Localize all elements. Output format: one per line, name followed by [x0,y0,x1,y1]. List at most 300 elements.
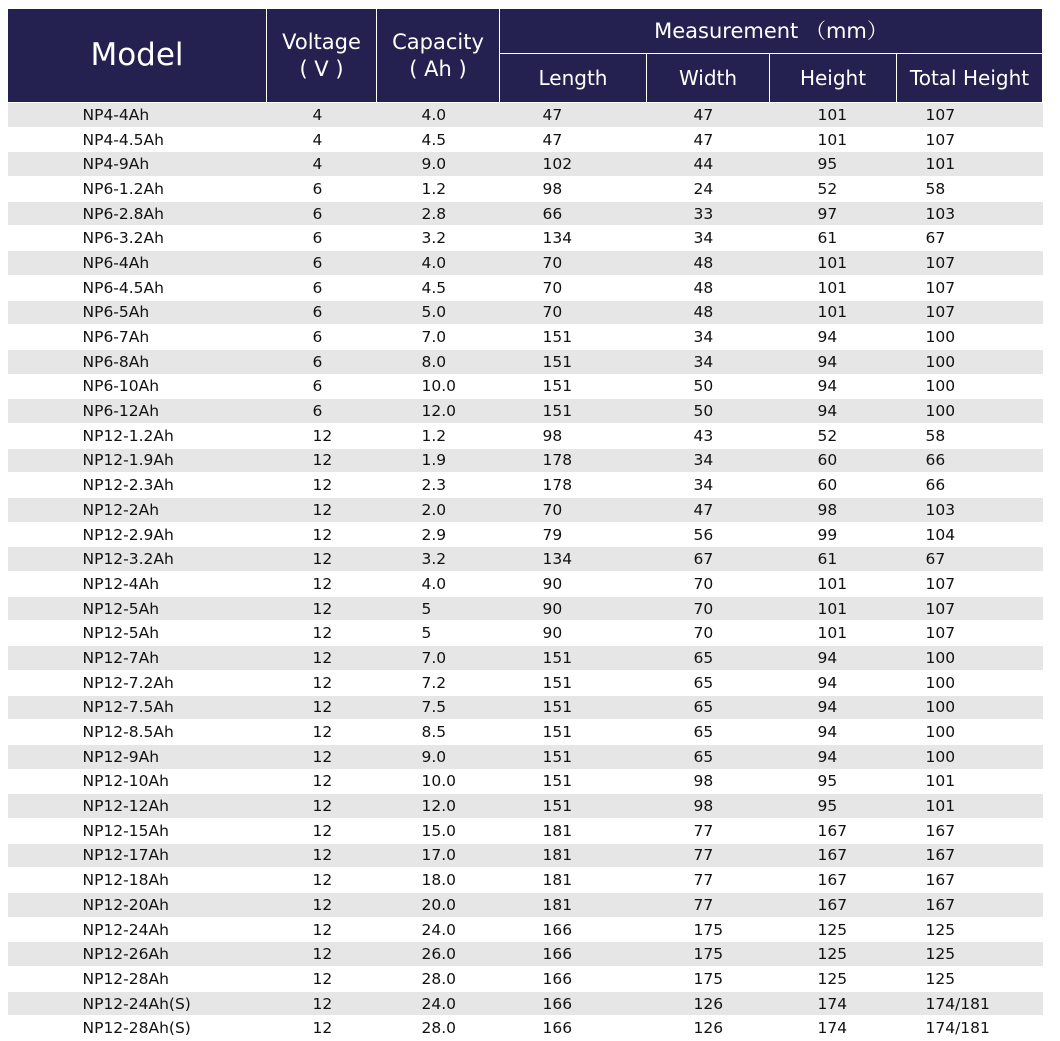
table-row [8,127,1043,152]
table-row [8,670,1043,695]
cell-width: 98 [647,769,770,794]
cell-model: NP6-3.2Ah [8,226,267,251]
cell-voltage: 6 [267,226,377,251]
cell-height: 94 [770,325,897,350]
cell-capacity: 2.8 [377,201,500,226]
cell-height: 101 [770,251,897,276]
cell-width: 126 [647,991,770,1016]
cell-capacity: 10.0 [377,374,500,399]
table-row [8,473,1043,498]
cell-voltage: 12 [267,695,377,720]
cell-capacity: 4.0 [377,572,500,597]
cell-total-height: 107 [897,127,1043,152]
table-row [8,399,1043,424]
cell-height: 101 [770,621,897,646]
cell-model: NP12-17Ah [8,843,267,868]
cell-capacity: 2.9 [377,522,500,547]
cell-height: 101 [770,103,897,128]
cell-total-height: 167 [897,818,1043,843]
cell-total-height: 103 [897,498,1043,523]
cell-capacity: 7.5 [377,695,500,720]
cell-model: NP6-1.2Ah [8,177,267,202]
cell-width: 70 [647,572,770,597]
cell-model: NP12-7Ah [8,646,267,671]
cell-total-height: 167 [897,843,1043,868]
cell-voltage: 12 [267,818,377,843]
cell-width: 65 [647,720,770,745]
cell-capacity: 12.0 [377,399,500,424]
cell-voltage: 12 [267,596,377,621]
cell-total-height: 100 [897,374,1043,399]
cell-height: 94 [770,646,897,671]
cell-height: 94 [770,720,897,745]
cell-total-height: 125 [897,942,1043,967]
cell-voltage: 12 [267,843,377,868]
cell-height: 174 [770,1016,897,1041]
cell-voltage: 4 [267,103,377,128]
cell-length: 181 [500,893,647,918]
cell-height: 61 [770,226,897,251]
cell-length: 90 [500,596,647,621]
table-row [8,991,1043,1016]
table-row [8,547,1043,572]
cell-length: 166 [500,1016,647,1041]
table-row [8,843,1043,868]
table-row [8,498,1043,523]
cell-length: 181 [500,818,647,843]
cell-voltage: 6 [267,300,377,325]
cell-total-height: 66 [897,448,1043,473]
header-width: Width [647,54,770,103]
table-row [8,522,1043,547]
cell-model: NP4-4Ah [8,103,267,128]
cell-voltage: 4 [267,152,377,177]
table-row [8,868,1043,893]
table-row [8,423,1043,448]
cell-height: 52 [770,423,897,448]
header-voltage [267,9,377,103]
battery-spec-table [7,8,1043,1041]
cell-capacity: 24.0 [377,991,500,1016]
table-row [8,893,1043,918]
cell-length: 151 [500,769,647,794]
cell-width: 47 [647,498,770,523]
cell-total-height: 167 [897,868,1043,893]
cell-model: NP6-12Ah [8,399,267,424]
table-row [8,646,1043,671]
cell-total-height: 125 [897,967,1043,992]
cell-model: NP12-5Ah [8,596,267,621]
cell-voltage: 12 [267,621,377,646]
cell-width: 77 [647,843,770,868]
table-row [8,769,1043,794]
cell-total-height: 101 [897,769,1043,794]
table-row [8,818,1043,843]
cell-length: 134 [500,547,647,572]
cell-height: 101 [770,572,897,597]
cell-width: 77 [647,893,770,918]
cell-total-height: 100 [897,646,1043,671]
cell-voltage: 6 [267,275,377,300]
cell-height: 94 [770,670,897,695]
table-row [8,572,1043,597]
table-row [8,967,1043,992]
header-length: Length [500,54,647,103]
cell-voltage: 12 [267,448,377,473]
cell-length: 151 [500,374,647,399]
cell-model: NP12-12Ah [8,794,267,819]
cell-width: 56 [647,522,770,547]
cell-width: 65 [647,646,770,671]
cell-total-height: 100 [897,399,1043,424]
cell-height: 101 [770,596,897,621]
cell-width: 65 [647,670,770,695]
cell-model: NP12-28Ah(S) [8,1016,267,1041]
table-row [8,794,1043,819]
cell-width: 47 [647,103,770,128]
table-row [8,275,1043,300]
cell-model: NP4-4.5Ah [8,127,267,152]
cell-total-height: 103 [897,201,1043,226]
cell-capacity: 28.0 [377,967,500,992]
cell-voltage: 6 [267,325,377,350]
cell-capacity: 7.0 [377,325,500,350]
cell-capacity: 5 [377,596,500,621]
cell-width: 34 [647,349,770,374]
cell-width: 34 [647,325,770,350]
cell-width: 47 [647,127,770,152]
cell-height: 167 [770,893,897,918]
cell-height: 94 [770,695,897,720]
cell-height: 174 [770,991,897,1016]
cell-capacity: 5.0 [377,300,500,325]
cell-total-height: 107 [897,621,1043,646]
cell-height: 167 [770,843,897,868]
cell-model: NP4-9Ah [8,152,267,177]
cell-width: 43 [647,423,770,448]
table-row [8,744,1043,769]
cell-capacity: 2.0 [377,498,500,523]
cell-width: 24 [647,177,770,202]
cell-capacity: 20.0 [377,893,500,918]
cell-length: 166 [500,991,647,1016]
cell-capacity: 5 [377,621,500,646]
cell-width: 70 [647,621,770,646]
cell-length: 181 [500,843,647,868]
cell-length: 47 [500,103,647,128]
cell-length: 151 [500,670,647,695]
header-height: Height [770,54,897,103]
cell-length: 98 [500,177,647,202]
cell-voltage: 12 [267,991,377,1016]
cell-capacity: 4.5 [377,127,500,152]
cell-height: 95 [770,152,897,177]
cell-model: NP12-2.9Ah [8,522,267,547]
cell-capacity: 9.0 [377,744,500,769]
table-row [8,325,1043,350]
cell-capacity: 8.5 [377,720,500,745]
header-model: Model [8,9,267,103]
header-voltage-unit: ( V ) [299,56,344,81]
cell-length: 178 [500,448,647,473]
cell-length: 151 [500,794,647,819]
cell-length: 151 [500,744,647,769]
table-row [8,720,1043,745]
cell-width: 44 [647,152,770,177]
cell-voltage: 12 [267,547,377,572]
cell-model: NP6-2.8Ah [8,201,267,226]
cell-model: NP12-24Ah(S) [8,991,267,1016]
cell-capacity: 26.0 [377,942,500,967]
table-row [8,942,1043,967]
cell-total-height: 174/181 [897,991,1043,1016]
cell-height: 94 [770,374,897,399]
cell-model: NP12-2Ah [8,498,267,523]
cell-model: NP6-5Ah [8,300,267,325]
cell-model: NP6-4Ah [8,251,267,276]
cell-voltage: 12 [267,967,377,992]
cell-voltage: 6 [267,177,377,202]
cell-width: 34 [647,448,770,473]
cell-height: 97 [770,201,897,226]
cell-length: 90 [500,621,647,646]
table-row [8,621,1043,646]
cell-width: 65 [647,695,770,720]
cell-total-height: 107 [897,572,1043,597]
cell-capacity: 28.0 [377,1016,500,1041]
cell-height: 125 [770,967,897,992]
cell-width: 67 [647,547,770,572]
cell-width: 175 [647,917,770,942]
cell-voltage: 12 [267,942,377,967]
cell-voltage: 12 [267,646,377,671]
cell-capacity: 1.9 [377,448,500,473]
cell-voltage: 6 [267,399,377,424]
cell-total-height: 100 [897,670,1043,695]
cell-model: NP12-4Ah [8,572,267,597]
cell-length: 70 [500,251,647,276]
cell-total-height: 174/181 [897,1016,1043,1041]
cell-model: NP6-10Ah [8,374,267,399]
cell-voltage: 12 [267,572,377,597]
cell-length: 151 [500,695,647,720]
table-row [8,596,1043,621]
cell-total-height: 58 [897,423,1043,448]
cell-width: 175 [647,967,770,992]
cell-voltage: 6 [267,349,377,374]
cell-height: 94 [770,349,897,374]
cell-length: 70 [500,498,647,523]
cell-capacity: 24.0 [377,917,500,942]
cell-length: 151 [500,399,647,424]
cell-voltage: 12 [267,498,377,523]
cell-height: 101 [770,275,897,300]
table-row [8,226,1043,251]
cell-height: 95 [770,794,897,819]
cell-length: 98 [500,423,647,448]
table-row [8,448,1043,473]
cell-model: NP12-5Ah [8,621,267,646]
cell-total-height: 58 [897,177,1043,202]
cell-model: NP12-1.2Ah [8,423,267,448]
cell-voltage: 12 [267,794,377,819]
cell-capacity: 3.2 [377,547,500,572]
cell-length: 79 [500,522,647,547]
cell-model: NP12-7.2Ah [8,670,267,695]
cell-voltage: 12 [267,744,377,769]
cell-total-height: 101 [897,152,1043,177]
cell-width: 126 [647,1016,770,1041]
cell-length: 181 [500,868,647,893]
cell-capacity: 10.0 [377,769,500,794]
cell-width: 98 [647,794,770,819]
cell-height: 99 [770,522,897,547]
header-capacity-unit: ( Ah ) [409,56,467,81]
table-row [8,695,1043,720]
table-header [8,9,1043,103]
cell-total-height: 66 [897,473,1043,498]
cell-total-height: 107 [897,251,1043,276]
cell-width: 48 [647,275,770,300]
header-total-height: Total Height [897,54,1043,103]
cell-width: 48 [647,300,770,325]
cell-width: 33 [647,201,770,226]
cell-width: 65 [647,744,770,769]
cell-height: 98 [770,498,897,523]
cell-total-height: 107 [897,103,1043,128]
cell-length: 102 [500,152,647,177]
cell-height: 94 [770,744,897,769]
cell-length: 151 [500,720,647,745]
cell-voltage: 4 [267,127,377,152]
cell-model: NP12-8.5Ah [8,720,267,745]
cell-voltage: 12 [267,670,377,695]
cell-model: NP12-26Ah [8,942,267,967]
cell-voltage: 12 [267,473,377,498]
cell-capacity: 4.0 [377,103,500,128]
cell-model: NP12-7.5Ah [8,695,267,720]
header-capacity [377,9,500,103]
cell-total-height: 67 [897,547,1043,572]
cell-model: NP12-24Ah [8,917,267,942]
cell-height: 61 [770,547,897,572]
cell-total-height: 100 [897,744,1043,769]
cell-length: 66 [500,201,647,226]
cell-length: 134 [500,226,647,251]
cell-width: 175 [647,942,770,967]
cell-model: NP6-4.5Ah [8,275,267,300]
cell-capacity: 12.0 [377,794,500,819]
cell-model: NP6-8Ah [8,349,267,374]
cell-width: 48 [647,251,770,276]
cell-height: 101 [770,300,897,325]
table-row [8,300,1043,325]
table-row [8,374,1043,399]
cell-voltage: 12 [267,522,377,547]
table-row [8,177,1043,202]
cell-height: 125 [770,917,897,942]
cell-length: 151 [500,646,647,671]
cell-length: 151 [500,325,647,350]
cell-length: 47 [500,127,647,152]
cell-capacity: 7.0 [377,646,500,671]
header-voltage-label: Voltage [282,30,361,55]
cell-height: 94 [770,399,897,424]
table-row [8,201,1043,226]
table-row [8,1016,1043,1041]
cell-height: 60 [770,473,897,498]
table-row [8,917,1043,942]
cell-model: NP12-15Ah [8,818,267,843]
cell-length: 90 [500,572,647,597]
cell-total-height: 100 [897,349,1043,374]
cell-length: 70 [500,275,647,300]
cell-voltage: 12 [267,893,377,918]
cell-voltage: 12 [267,423,377,448]
cell-capacity: 2.3 [377,473,500,498]
cell-length: 178 [500,473,647,498]
cell-capacity: 17.0 [377,843,500,868]
cell-capacity: 3.2 [377,226,500,251]
header-measurement: Measurement （mm） [500,9,1043,54]
cell-total-height: 107 [897,275,1043,300]
cell-model: NP6-7Ah [8,325,267,350]
cell-model: NP12-1.9Ah [8,448,267,473]
cell-model: NP12-18Ah [8,868,267,893]
cell-length: 166 [500,942,647,967]
cell-capacity: 8.0 [377,349,500,374]
table-row [8,152,1043,177]
table-row [8,349,1043,374]
cell-total-height: 104 [897,522,1043,547]
cell-capacity: 18.0 [377,868,500,893]
cell-total-height: 100 [897,325,1043,350]
cell-total-height: 100 [897,720,1043,745]
cell-voltage: 12 [267,1016,377,1041]
cell-voltage: 6 [267,374,377,399]
cell-capacity: 4.0 [377,251,500,276]
cell-total-height: 100 [897,695,1043,720]
cell-capacity: 1.2 [377,423,500,448]
cell-height: 125 [770,942,897,967]
cell-voltage: 6 [267,251,377,276]
cell-height: 101 [770,127,897,152]
cell-voltage: 12 [267,769,377,794]
cell-height: 167 [770,818,897,843]
table-row [8,103,1043,128]
cell-width: 34 [647,473,770,498]
cell-length: 166 [500,917,647,942]
cell-total-height: 101 [897,794,1043,819]
table-body [8,103,1043,1041]
cell-total-height: 67 [897,226,1043,251]
cell-capacity: 4.5 [377,275,500,300]
cell-model: NP12-9Ah [8,744,267,769]
cell-model: NP12-20Ah [8,893,267,918]
cell-capacity: 7.2 [377,670,500,695]
cell-length: 166 [500,967,647,992]
cell-total-height: 167 [897,893,1043,918]
cell-width: 50 [647,399,770,424]
table-row [8,251,1043,276]
cell-length: 70 [500,300,647,325]
cell-height: 167 [770,868,897,893]
cell-capacity: 1.2 [377,177,500,202]
cell-width: 50 [647,374,770,399]
cell-width: 77 [647,818,770,843]
header-capacity-label: Capacity [392,30,484,55]
cell-model: NP12-2.3Ah [8,473,267,498]
